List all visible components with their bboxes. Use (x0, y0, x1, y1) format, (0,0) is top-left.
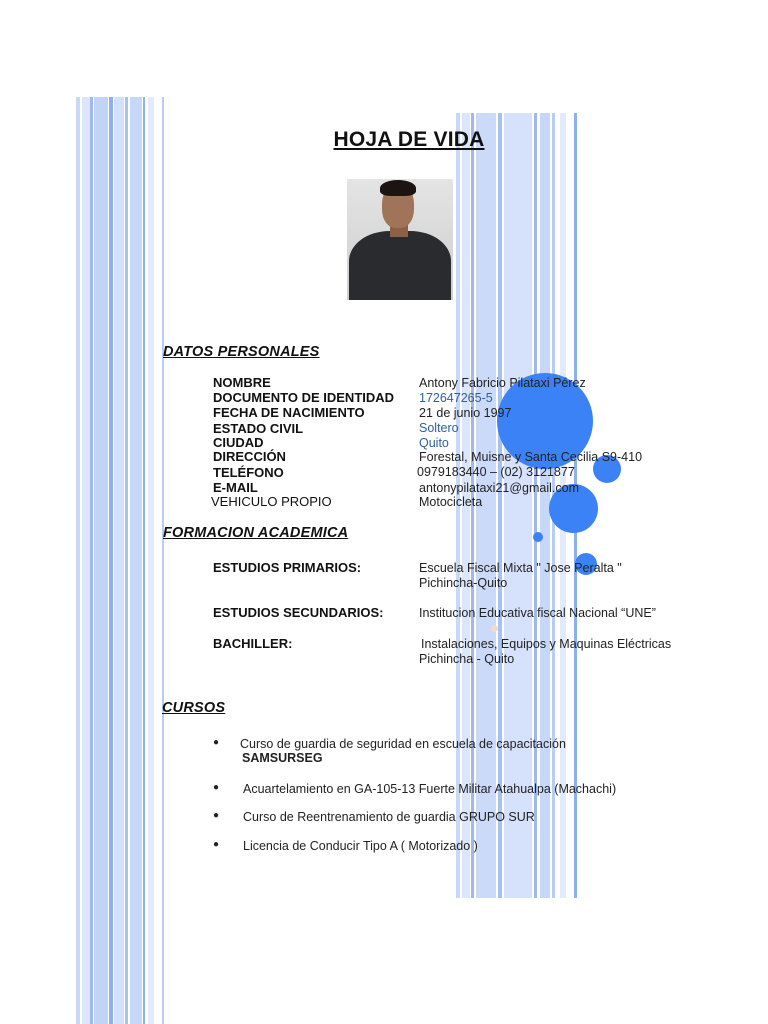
value-ciudad: Quito (419, 436, 449, 450)
label-estudios-primarios: ESTUDIOS PRIMARIOS: (213, 560, 362, 575)
curso-text: Curso de Reentrenamiento de guardia GRUPO SUR (243, 810, 535, 824)
value-bachiller-1: Instalaciones, Equipos y Maquinas Eléctricas (421, 637, 672, 651)
value-estudios-secundarios: Institucion Educativa fiscal Nacional “UNE” (419, 606, 656, 620)
value-estudios-primarios-1: Escuela Fiscal Mixta " Jose Peralta " (419, 561, 622, 575)
bullet-icon: ● (213, 737, 220, 748)
value-vehiculo: Motocicleta (419, 495, 483, 509)
decorative-stripes-left (76, 97, 166, 1024)
photo-body (349, 231, 451, 300)
value-bachiller-2: Pichincha - Quito (419, 652, 515, 666)
curso-sub: SAMSURSEG (242, 751, 323, 765)
profile-photo (347, 179, 453, 300)
curso-text: Licencia de Conducir Tipo A ( Motorizado ) (243, 839, 478, 853)
section-cursos: CURSOS (162, 700, 226, 716)
label-estudios-secundarios: ESTUDIOS SECUNDARIOS: (213, 605, 384, 620)
bullet-icon: ● (213, 839, 220, 850)
value-fecha-nacimiento: 21 de junio 1997 (419, 406, 512, 420)
section-formacion-academica: FORMACION ACADEMICA (163, 525, 349, 541)
section-datos-personales: DATOS PERSONALES (163, 344, 320, 360)
label-email: E-MAIL (213, 480, 258, 495)
label-nombre: NOMBRE (213, 375, 271, 390)
label-fecha-nacimiento: FECHA DE NACIMIENTO (213, 405, 365, 420)
label-bachiller: BACHILLER: (213, 636, 293, 651)
circle-tiny (533, 532, 543, 542)
curso-text: Acuartelamiento en GA-105-13 Fuerte Militar Atahualpa (Machachi) (243, 782, 617, 796)
curso-text: Curso de guardia de seguridad en escuela de capacitación (240, 737, 566, 751)
label-documento: DOCUMENTO DE IDENTIDAD (213, 390, 395, 405)
label-vehiculo: VEHICULO PROPIO (211, 494, 332, 509)
value-nombre: Antony Fabricio Pilataxi Pérez (419, 376, 586, 390)
value-direccion: Forestal, Muisne y Santa Cecilia S9-410 (419, 450, 643, 464)
bullet-icon: ● (213, 782, 220, 793)
label-estado-civil: ESTADO CIVIL (213, 421, 304, 436)
label-telefono: TELÉFONO (213, 465, 284, 480)
value-documento: 172647265-5 (419, 391, 493, 405)
document-title: HOJA DE VIDA (333, 128, 485, 151)
label-ciudad: CIUDAD (213, 435, 264, 450)
value-telefono: 0979183440 – (02) 3121877 (417, 465, 575, 479)
label-direccion: DIRECCIÓN (213, 449, 286, 464)
value-email: antonypilataxi21@gmail.com (419, 481, 579, 495)
value-estado-civil: Soltero (419, 421, 459, 435)
value-estudios-primarios-2: Pichincha-Quito (419, 576, 508, 590)
bullet-icon: ● (213, 810, 220, 821)
circle-dot (491, 625, 498, 632)
photo-hair (380, 180, 416, 196)
